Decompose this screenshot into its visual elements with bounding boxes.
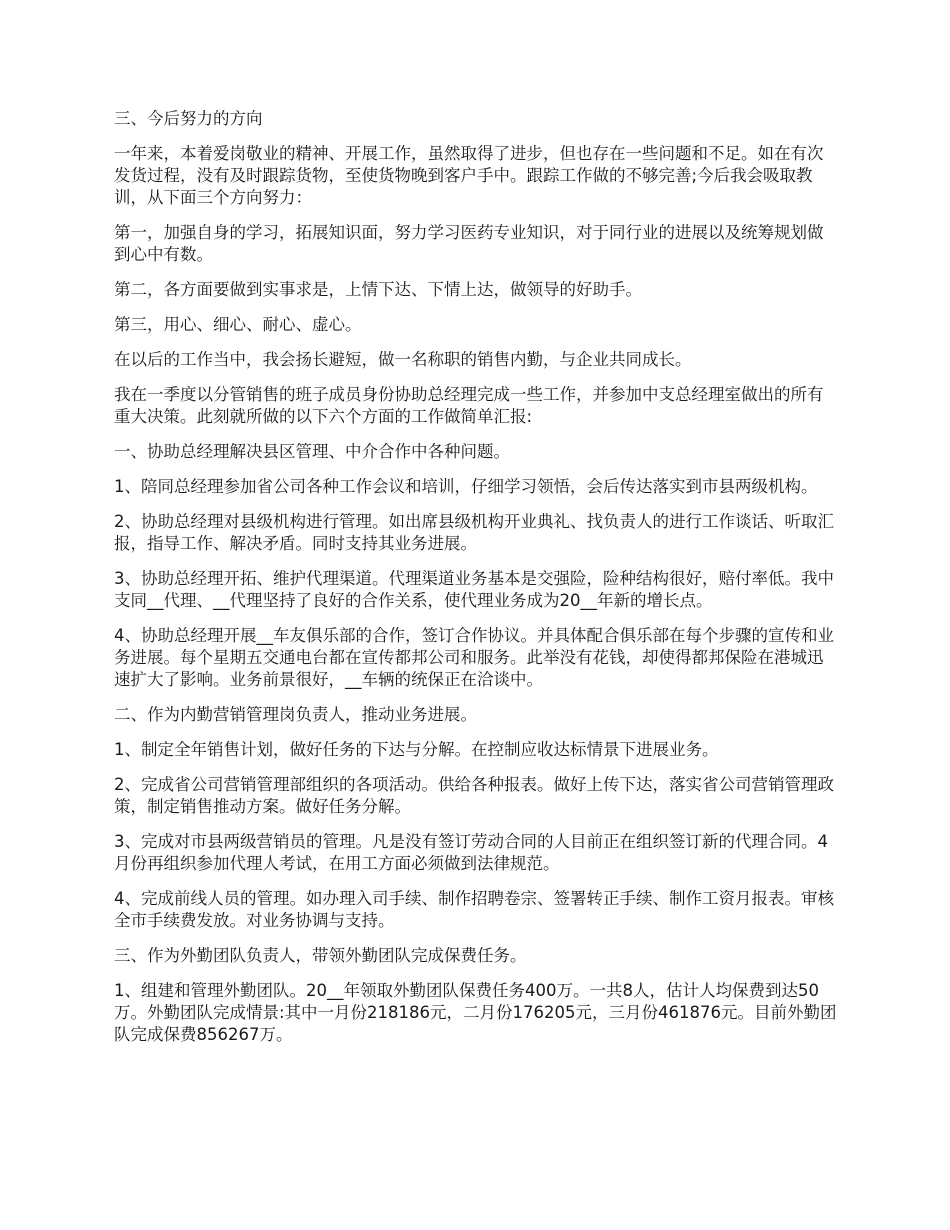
- document-page: [114, 108, 838, 1059]
- paragraph-section-heading-one: 一、协助总经理解决县区管理、中介合作中各种问题。: [114, 442, 510, 461]
- paragraph-report-intro: 我在一季度以分管销售的班子成员身份协助总经理完成一些工作，并参加中支总经理室做出的所有重大决策。此刻就所做的以下六个方面的工作做简单汇报:: [114, 385, 824, 426]
- paragraph-item-1-2: 2、协助总经理对县级机构进行管理。如出席县级机构开业典礼、找负责人的进行工作谈话、听取汇报，指导工作、解决矛盾。同时支持其业务进展。: [114, 512, 834, 553]
- paragraph-item-1-4: 4、协助总经理开展__车友俱乐部的合作，签订合作协议。并具体配合俱乐部在每个步骤的宣传和业务进展。每个星期五交通电台都在宣传都邦公司和服务。此举没有花钱，却使得都邦保险在港城迅速扩大了影响。业务前景很好，__车辆的统保正在洽谈中。: [114, 626, 834, 689]
- paragraph-item-2-1: 1、制定全年销售计划，做好任务的下达与分解。在控制应收达标情景下进展业务。: [114, 740, 719, 759]
- paragraph-point-second: 第二，各方面要做到实事求是，上情下达、下情上达，做领导的好助手。: [114, 280, 642, 299]
- paragraph-section-heading-three: 三、作为外勤团队负责人，带领外勤团队完成保费任务。: [114, 946, 527, 965]
- paragraph-section-heading-two: 二、作为内勤营销管理岗负责人，推动业务进展。: [114, 705, 477, 724]
- paragraph-closing: 在以后的工作当中，我会扬长避短，做一名称职的销售内勤，与企业共同成长。: [114, 350, 692, 369]
- paragraph-item-2-2: 2、完成省公司营销管理部组织的各项活动。供给各种报表。做好上传下达，落实省公司营销管理政策，制定销售推动方案。做好任务分解。: [114, 775, 834, 816]
- paragraph-summary: 一年来，本着爱岗敬业的精神、开展工作，虽然取得了进步，但也存在一些问题和不足。如在有次发货过程，没有及时跟踪货物，至使货物晚到客户手中。跟踪工作做的不够完善;今后我会吸取教训，从下面三个方向努力：: [114, 144, 824, 207]
- paragraph-section-heading-future: 三、今后努力的方向: [114, 109, 263, 128]
- paragraph-point-first: 第一，加强自身的学习，拓展知识面，努力学习医药专业知识，对于同行业的进展以及统筹规划做到心中有数。: [114, 223, 824, 264]
- paragraph-item-1-1: 1、陪同总经理参加省公司各种工作会议和培训，仔细学习领悟，会后传达落实到市县两级机构。: [114, 477, 818, 496]
- paragraph-item-3-1: 1、组建和管理外勤团队。20__年领取外勤团队保费任务400万。一共8人，估计人均保费到达50万。外勤团队完成情景:其中一月份218186元，二月份176205元，三月份461876元。目前外勤团队完成保费856267万。: [114, 981, 837, 1044]
- paragraph-point-third: 第三，用心、细心、耐心、虚心。: [114, 315, 362, 334]
- paragraph-item-1-3: 3、协助总经理开拓、维护代理渠道。代理渠道业务基本是交强险，险种结构很好，赔付率低。我中支同__代理、__代理坚持了良好的合作关系，使代理业务成为20__年新的增长点。: [114, 569, 834, 610]
- paragraph-item-2-4: 4、完成前线人员的管理。如办理入司手续、制作招聘卷宗、签署转正手续、制作工资月报表。审核全市手续费发放。对业务协调与支持。: [114, 889, 834, 930]
- paragraph-item-2-3: 3、完成对市县两级营销员的管理。凡是没有签订劳动合同的人目前正在组织签订新的代理合同。4月份再组织参加代理人考试，在用工方面必须做到法律规范。: [114, 832, 828, 873]
